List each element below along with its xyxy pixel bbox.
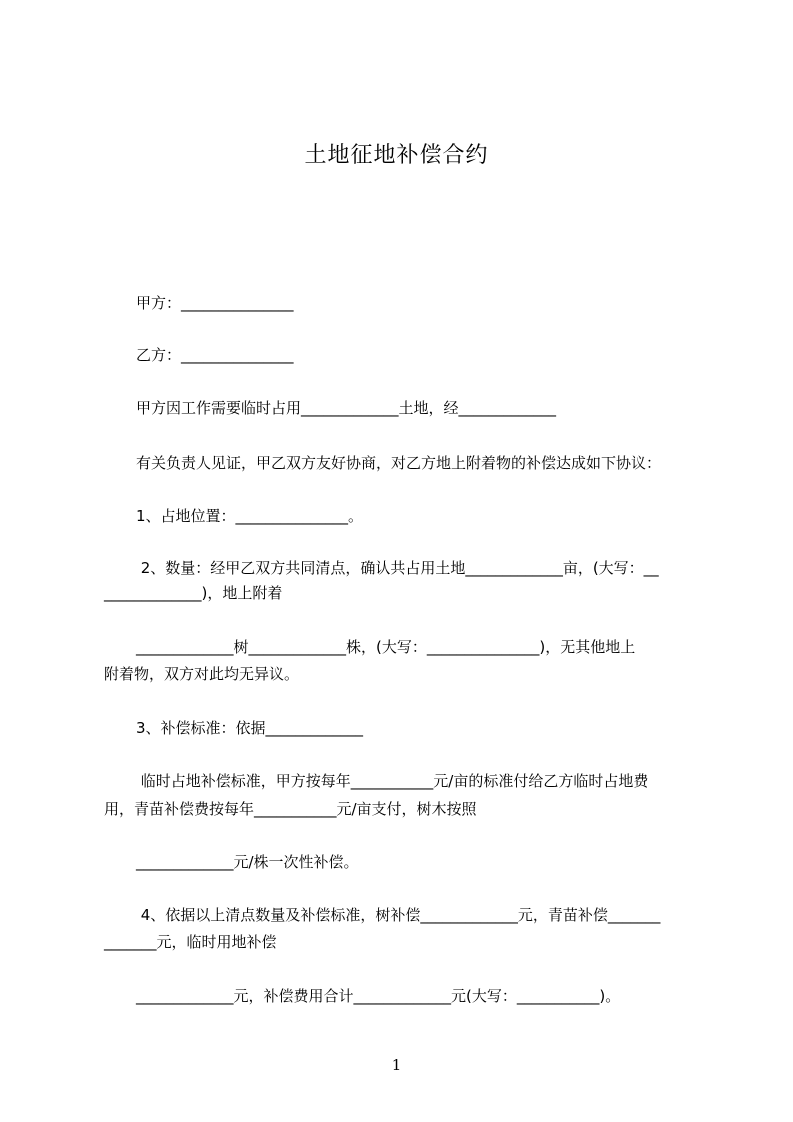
page-number: 1 [391,1056,402,1074]
item-3-line-3: 用，青苗补偿费按每年___________元/亩支付，树木按照 [104,800,477,818]
item-2-line-1: 2、数量：经甲乙双方共同清点，确认共占用土地_____________亩，(大写：__ [136,559,659,577]
item-1-location: 1、占地位置：_______________。 [136,507,364,525]
item-2-line-4: 附着物，双方对此均无异议。 [104,665,300,683]
item-3-line-2: 临时占地补偿标准，甲方按每年___________元/亩的标准付给乙方临时占地费 [136,772,649,790]
item-4-line-2: _______元，临时用地补偿 [104,933,277,951]
intro-line-1: 甲方因工作需要临时占用_____________土地，经_____________ [136,399,557,417]
intro-line-2: 有关负责人见证，甲乙双方友好协商，对乙方地上附着物的补偿达成如下协议： [136,454,662,472]
party-a-line: 甲方：_______________ [136,294,294,312]
item-2-line-2: _____________)，地上附着 [104,584,283,602]
item-3-line-4: _____________元/株一次性补偿。 [136,853,359,871]
item-4-line-3: _____________元，补偿费用合计_____________元(大写：___________)。 [136,987,621,1005]
item-4-line-1: 4、依据以上清点数量及补偿标准，树补偿_____________元，青苗补偿_______ [136,906,661,924]
document-title: 土地征地补偿合约 [304,143,489,168]
item-2-line-3: _____________树_____________株，(大写：_______________)，无其他地上 [136,638,636,656]
party-b-line: 乙方：_______________ [136,346,294,364]
item-3-line-1: 3、补偿标准：依据_____________ [136,719,364,737]
